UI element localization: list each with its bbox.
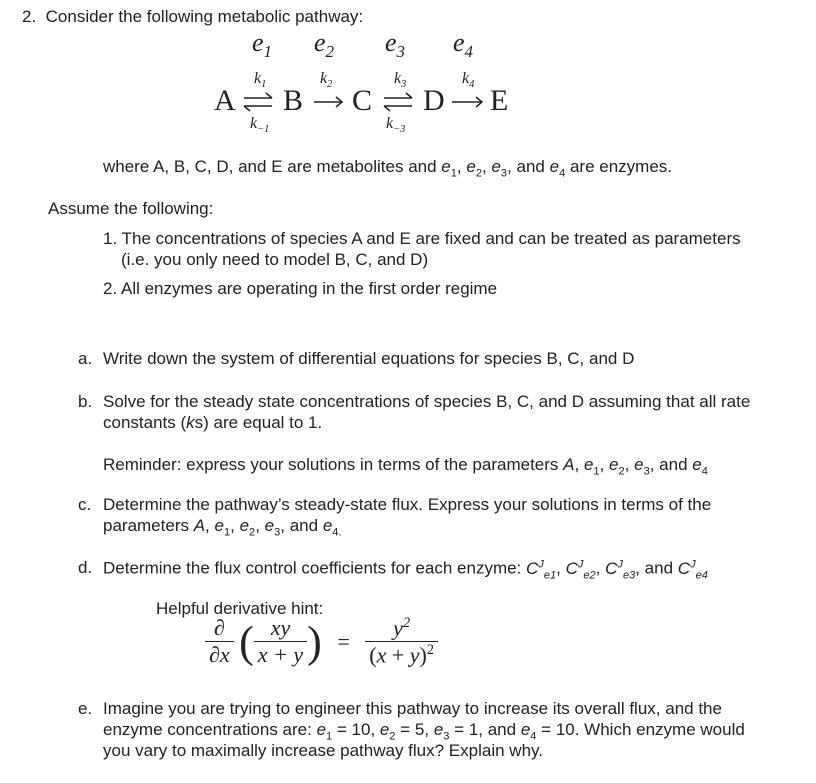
reaction-arrows (240, 86, 530, 120)
part-c-line1: Determine the pathway’s steady-state flux. Express your solutions in terms of the (103, 495, 712, 514)
species-E: E (490, 84, 509, 117)
part-d-label: d. (78, 558, 93, 577)
part-b-label: b. (78, 392, 93, 411)
part-a-label: a. (78, 349, 93, 368)
species-C: C (352, 84, 373, 117)
reminder-text: Reminder: express your solutions in terms of the parameters A, $e_1$, $e_2$, $e_3$, and $e_4$ (103, 455, 708, 478)
species-D: D (423, 84, 445, 117)
reversible-arrow-3 (384, 93, 412, 111)
derivative-hint-equation: $\frac{\partial}{\partial x}$ ( $\frac{xy}{x + y}$ ) = $\frac{y^2}{(x + y)^2}$ (205, 615, 438, 669)
part-c-label: c. (78, 495, 92, 514)
rate-k4: $k_4$ (462, 70, 475, 91)
question-intro: Consider the following metabolic pathway: (45, 7, 364, 26)
part-b-line1: Solve for the steady state concentrations of species B, C, and D assuming that all rate (103, 392, 751, 411)
species-A: A (214, 84, 236, 117)
rate-k-minus-3: $k_{-3}$ (386, 115, 406, 136)
question-number: 2. (22, 7, 37, 26)
forward-arrow-2 (314, 97, 342, 107)
assumption-1: 1. The concentrations of species A and E are fixed and can be treated as parameters (103, 229, 741, 248)
part-e-label: e. (78, 699, 93, 718)
part-e-line1: Imagine you are trying to engineer this pathway to increase its overall flux, and the (103, 699, 722, 718)
rate-k-minus-1: $k_{-1}$ (250, 115, 270, 136)
assume-heading: Assume the following: (48, 199, 214, 218)
part-c-line2: parameters A, $e_1$, $e_2$, $e_3$, and $e_{4.}$ (103, 516, 342, 539)
part-a-text: Write down the system of differential equations for species B, C, and D (103, 349, 635, 368)
part-d-text: Determine the flux control coefficients for each enzyme: $C^J_{e1}$, $C^J_{e2}$, $C^J_{e3}$, and $C^J_{e4}$ (103, 558, 708, 582)
part-b-line2: constants (ks) are equal to 1. (103, 413, 323, 432)
part-e-line2: enzyme concentrations are: $e_1 = 10$, $e_2 = 5$, $e_3 = 1$, and $e_4 = 10$. Which enzyme would (103, 720, 745, 743)
enzyme-e1: $e_1$ (252, 28, 272, 62)
rate-k1: $k_1$ (254, 70, 267, 91)
question-header (22, 7, 363, 27)
forward-arrow-4 (452, 97, 482, 107)
reversible-arrow-1 (244, 93, 272, 111)
rate-k3: $k_3$ (394, 70, 407, 91)
enzyme-e3: $e_3$ (385, 28, 405, 62)
pathway-description: where A, B, C, D, and E are metabolites and $e_1$, $e_2$, $e_3$, and $e_4$ are enzymes. (103, 157, 673, 180)
enzyme-e4: $e_4$ (453, 28, 473, 62)
hint-label: Helpful derivative hint: (156, 599, 324, 618)
enzyme-e2: $e_2$ (314, 28, 334, 62)
part-e-line3: you vary to maximally increase pathway flux? Explain why. (103, 741, 543, 760)
rate-k2: $k_2$ (320, 70, 333, 91)
assumption-1-cont: (i.e. you only need to model B, C, and D) (121, 250, 429, 269)
species-B: B (283, 84, 304, 117)
assumption-2: 2. All enzymes are operating in the first order regime (103, 279, 498, 298)
